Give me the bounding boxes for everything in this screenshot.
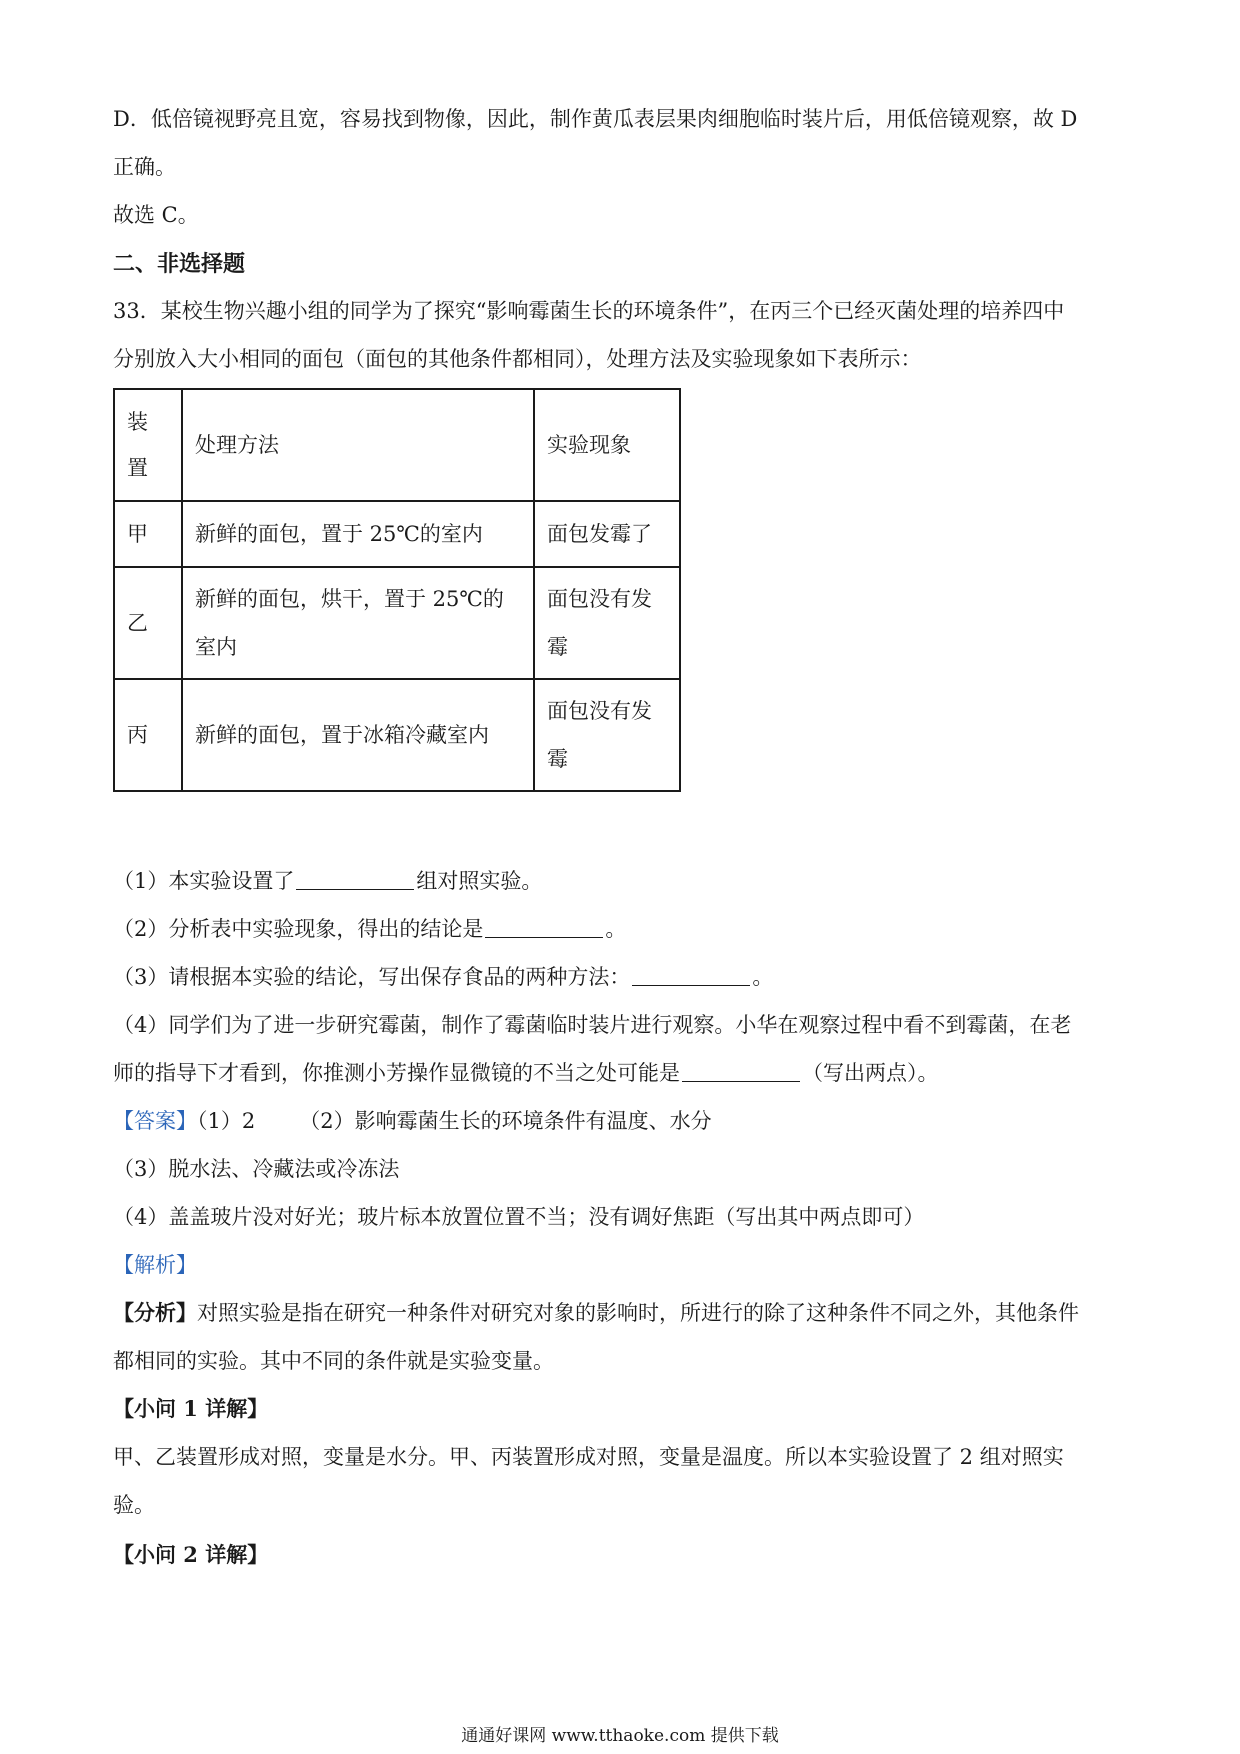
question-3-text: （3）请根据本实验的结论，写出保存食品的两种方法： <box>113 965 631 989</box>
option-d-line-1: D．低倍镜视野亮且宽，容易找到物像，因此，制作黄瓜表层果肉细胞临时装片后，用低倍镜观察，故 D <box>113 107 1078 131</box>
sub-question-1-line-2: 验。 <box>113 1493 155 1517</box>
question-2 <box>113 914 1133 944</box>
choice-conclusion: 故选 C。 <box>113 203 199 227</box>
table-cell: 甲 <box>114 501 182 567</box>
analysis-line-1 <box>113 1298 1133 1328</box>
question-2-tail: 。 <box>605 917 627 941</box>
table-cell: 新鲜的面包，置于冰箱冷藏室内 <box>182 679 534 791</box>
header-cell-method: 处理方法 <box>182 389 534 501</box>
question-4-text: 师的指导下才看到，你推测小芳操作显微镜的不当之处可能是 <box>113 1061 680 1085</box>
table-cell: 面包没有发 霉 <box>534 679 680 791</box>
page-footer: 通通好课网 www.tthaoke.com 提供下载 <box>461 1726 779 1746</box>
answer-blank-1 <box>296 869 414 890</box>
question-4-tail: （写出两点）。 <box>802 1061 939 1085</box>
analysis-line-2: 都相同的实验。其中不同的条件就是实验变量。 <box>113 1349 554 1373</box>
table-cell: 新鲜的面包，置于 25℃的室内 <box>182 501 534 567</box>
table-cell: 新鲜的面包，烘干，置于 25℃的 室内 <box>182 567 534 679</box>
table-row <box>114 567 680 679</box>
analysis-tag: 【解析】 <box>113 1253 197 1277</box>
answer-1: （1）2 <box>197 1109 256 1133</box>
question-3-tail: 。 <box>752 965 774 989</box>
sub-question-1-heading: 【小问 1 详解】 <box>113 1396 269 1421</box>
experiment-table <box>113 388 681 792</box>
question-33-line-1: 33．某校生物兴趣小组的同学为了探究“影响霉菌生长的环境条件”，在丙三个已经灭菌处理的培养四中 <box>113 299 1065 323</box>
answer-blank-4 <box>682 1061 800 1082</box>
header-cell-device: 装 置 <box>114 389 182 501</box>
sub-question-1-line-1: 甲、乙装置形成对照，变量是水分。甲、丙装置形成对照，变量是温度。所以本实验设置了 2 组对照实 <box>113 1445 1064 1469</box>
question-4-line-1: （4）同学们为了进一步研究霉菌，制作了霉菌临时装片进行观察。小华在观察过程中看不到霉菌，在老 <box>113 1013 1072 1037</box>
answer-blank-3 <box>632 965 750 986</box>
table-cell: 面包发霉了 <box>534 501 680 567</box>
table-cell: 乙 <box>114 567 182 679</box>
answer-tag: 【答案】 <box>113 1109 197 1133</box>
table-row <box>114 501 680 567</box>
question-1-tail: 组对照实验。 <box>416 869 543 893</box>
question-2-text: （2）分析表中实验现象，得出的结论是 <box>113 917 484 941</box>
question-1-text: （1）本实验设置了 <box>113 869 295 893</box>
table-row <box>114 679 680 791</box>
question-3 <box>113 962 1133 992</box>
table-cell: 丙 <box>114 679 182 791</box>
table-header-row <box>114 389 680 501</box>
section-heading: 二、非选择题 <box>113 252 246 277</box>
question-33-line-2: 分别放入大小相同的面包（面包的其他条件都相同），处理方法及实验现象如下表所示： <box>113 347 922 371</box>
answer-2: （2）影响霉菌生长的环境条件有温度、水分 <box>299 1109 712 1133</box>
header-cell-result: 实验现象 <box>534 389 680 501</box>
sub-question-2-heading: 【小问 2 详解】 <box>113 1542 269 1567</box>
fenxi-text: 对照实验是指在研究一种条件对研究对象的影响时，所进行的除了这种条件不同之外，其他条件 <box>197 1301 1079 1325</box>
option-d-line-2: 正确。 <box>113 155 176 179</box>
answer-line-1 <box>113 1106 1133 1136</box>
answer-blank-2 <box>485 917 603 938</box>
question-1 <box>113 866 1133 896</box>
answer-4: （4）盖盖玻片没对好光；玻片标本放置位置不当；没有调好焦距（写出其中两点即可） <box>113 1205 925 1229</box>
question-4-line-2 <box>113 1058 1133 1088</box>
table-cell: 面包没有发 霉 <box>534 567 680 679</box>
fenxi-tag: 【分析】 <box>113 1300 197 1325</box>
answer-3: （3）脱水法、冷藏法或冷冻法 <box>113 1157 400 1181</box>
